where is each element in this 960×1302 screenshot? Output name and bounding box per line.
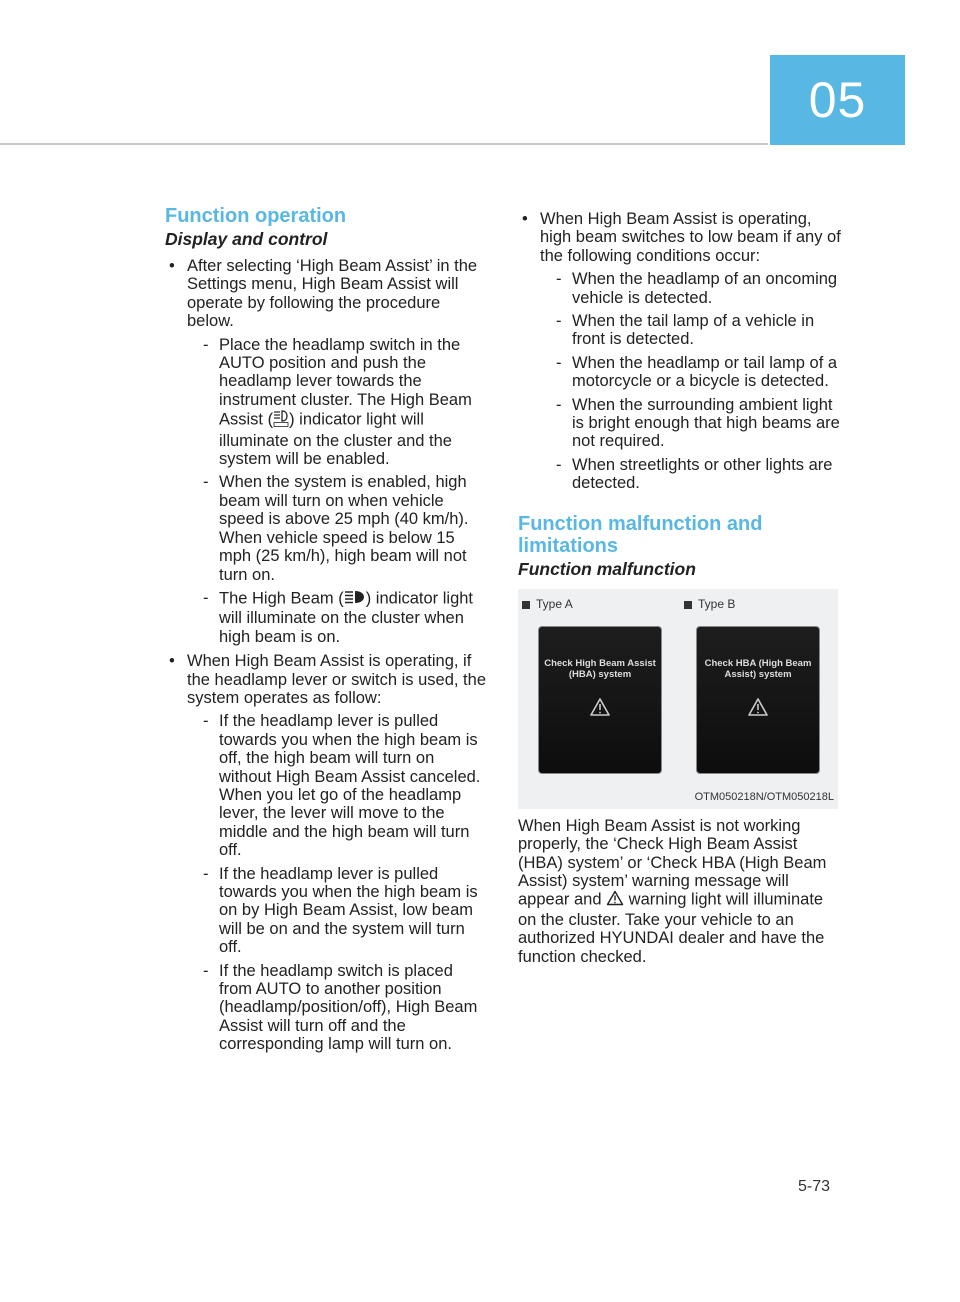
bullet-mark: • [169,652,175,671]
malfunction-paragraph [518,817,843,966]
warning-triangle-icon [589,697,611,717]
condition-item [556,396,843,451]
subsection-title-malfunction: Function malfunction [518,558,696,579]
bullet-mark: • [169,257,175,275]
figure-code: OTM050218N/OTM050218L [694,791,834,804]
cluster-figure [518,589,838,809]
dash-text: If the headlamp switch is placed from AUTO to another position (headlamp/position/off), High Beam Assist will turn off and the corresponding lamp will turn on. [219,961,478,1054]
cluster-screen-a [538,626,662,774]
dash-mark: - [203,588,209,607]
condition-item [556,354,843,391]
figure-type-b-label [684,595,735,613]
dash-text: Place the headlamp switch in the AUTO position and push the headlamp lever towards the instrument cluster. The High Beam Assist ( [219,335,472,429]
dash-mark: - [556,395,562,414]
dash-text: If the headlamp lever is pulled towards you when the high beam is off, the high beam will turn on without High Beam Assist canceled. When you let go of the headlamp lever, the lever will move to the middle and the high beam will turn off. [219,712,481,860]
dash-text: If the headlamp lever is pulled towards you when the high beam is on by High Beam Assist, low beam will be on and the system will turn off. [219,864,478,957]
dash-text-cont: ) indicator light will illuminate on the cluster and the system will be enabled. [219,410,452,469]
condition-text: When the tail lamp of a vehicle in front is detected. [572,312,815,349]
dash-item [203,962,490,1054]
chapter-tab: 05 [770,55,905,145]
condition-item [556,270,843,307]
header-rule [0,143,768,145]
dash-item [203,336,490,469]
dash-mark: - [203,335,209,354]
condition-item [556,456,843,493]
high-beam-icon [344,589,366,609]
left-column [165,205,490,1060]
condition-text: When the surrounding ambient light is bright enough that high beams are not required. [572,395,840,451]
dash-mark: - [203,712,209,731]
warning-triangle-icon [747,697,769,717]
dash-mark: - [203,473,209,492]
cluster-screen-b [696,626,820,774]
subsection-title-display-control: Display and control [165,229,328,249]
dash-item [203,865,490,957]
dash-mark: - [556,353,562,372]
screen-a-message: Check High Beam Assist (HBA) system [544,657,656,680]
dash-mark: - [556,312,562,331]
dash-item [203,473,490,583]
condition-item [556,312,843,349]
bullet-item [165,652,490,1054]
bullet-mark: • [522,210,528,228]
screen-b-message: Check HBA (High Beam Assist) system [704,657,812,680]
page-number: 5-73 [798,1178,831,1195]
section-title-function-operation: Function operation [165,205,347,227]
figure-type-b-text: Type B [698,596,736,611]
dash-mark: - [556,270,562,289]
bullet-item [165,257,490,646]
dash-item [203,712,490,859]
section-title-malfunction: Function malfunction and limitations [518,512,763,557]
bullet-item [518,210,843,493]
dash-text-cont: ) indicator light will illuminate on the cluster when high beam is on. [219,589,474,646]
condition-text: When streetlights or other lights are detected. [572,455,833,493]
condition-text: When the headlamp of an oncoming vehicle is detected. [572,270,838,307]
figure-type-a-text: Type A [536,596,573,611]
square-bullet-icon [522,601,530,609]
bullet-text: When High Beam Assist is operating, if the headlamp lever or switch is used, the system operates as follow: [187,652,486,707]
dash-text: When the system is enabled, high beam will turn on when vehicle speed is above 25 mph (40 km/h). When vehicle speed is below 15 mph (25 km/h), high beam will not turn on. [219,473,469,584]
dash-mark: - [203,864,209,883]
dash-mark: - [203,961,209,980]
hba-auto-icon [273,409,289,431]
paragraph-text-cont: warning light will illuminate on the cluster. Take your vehicle to an authorized HYUNDAI dealer and have the function checked. [518,890,825,966]
bullet-text: After selecting ‘High Beam Assist’ in the Settings menu, High Beam Assist will operate by following the procedure below. [187,257,478,331]
figure-type-a-label [522,595,573,613]
dash-text: The High Beam ( [219,589,344,608]
bullet-text: When High Beam Assist is operating, high beam switches to low beam if any of the following conditions occur: [540,210,841,265]
dash-mark: - [556,455,562,474]
condition-text: When the headlamp or tail lamp of a motorcycle or a bicycle is detected. [572,353,838,391]
dash-item [203,589,490,646]
right-column [518,210,843,966]
warning-triangle-icon [606,890,624,910]
square-bullet-icon [684,601,692,609]
paragraph-text: When High Beam Assist is not working properly, the ‘Check High Beam Assist (HBA) system’ or ‘Check HBA (High Beam Assist) system’ warning message will appear and [518,816,827,909]
